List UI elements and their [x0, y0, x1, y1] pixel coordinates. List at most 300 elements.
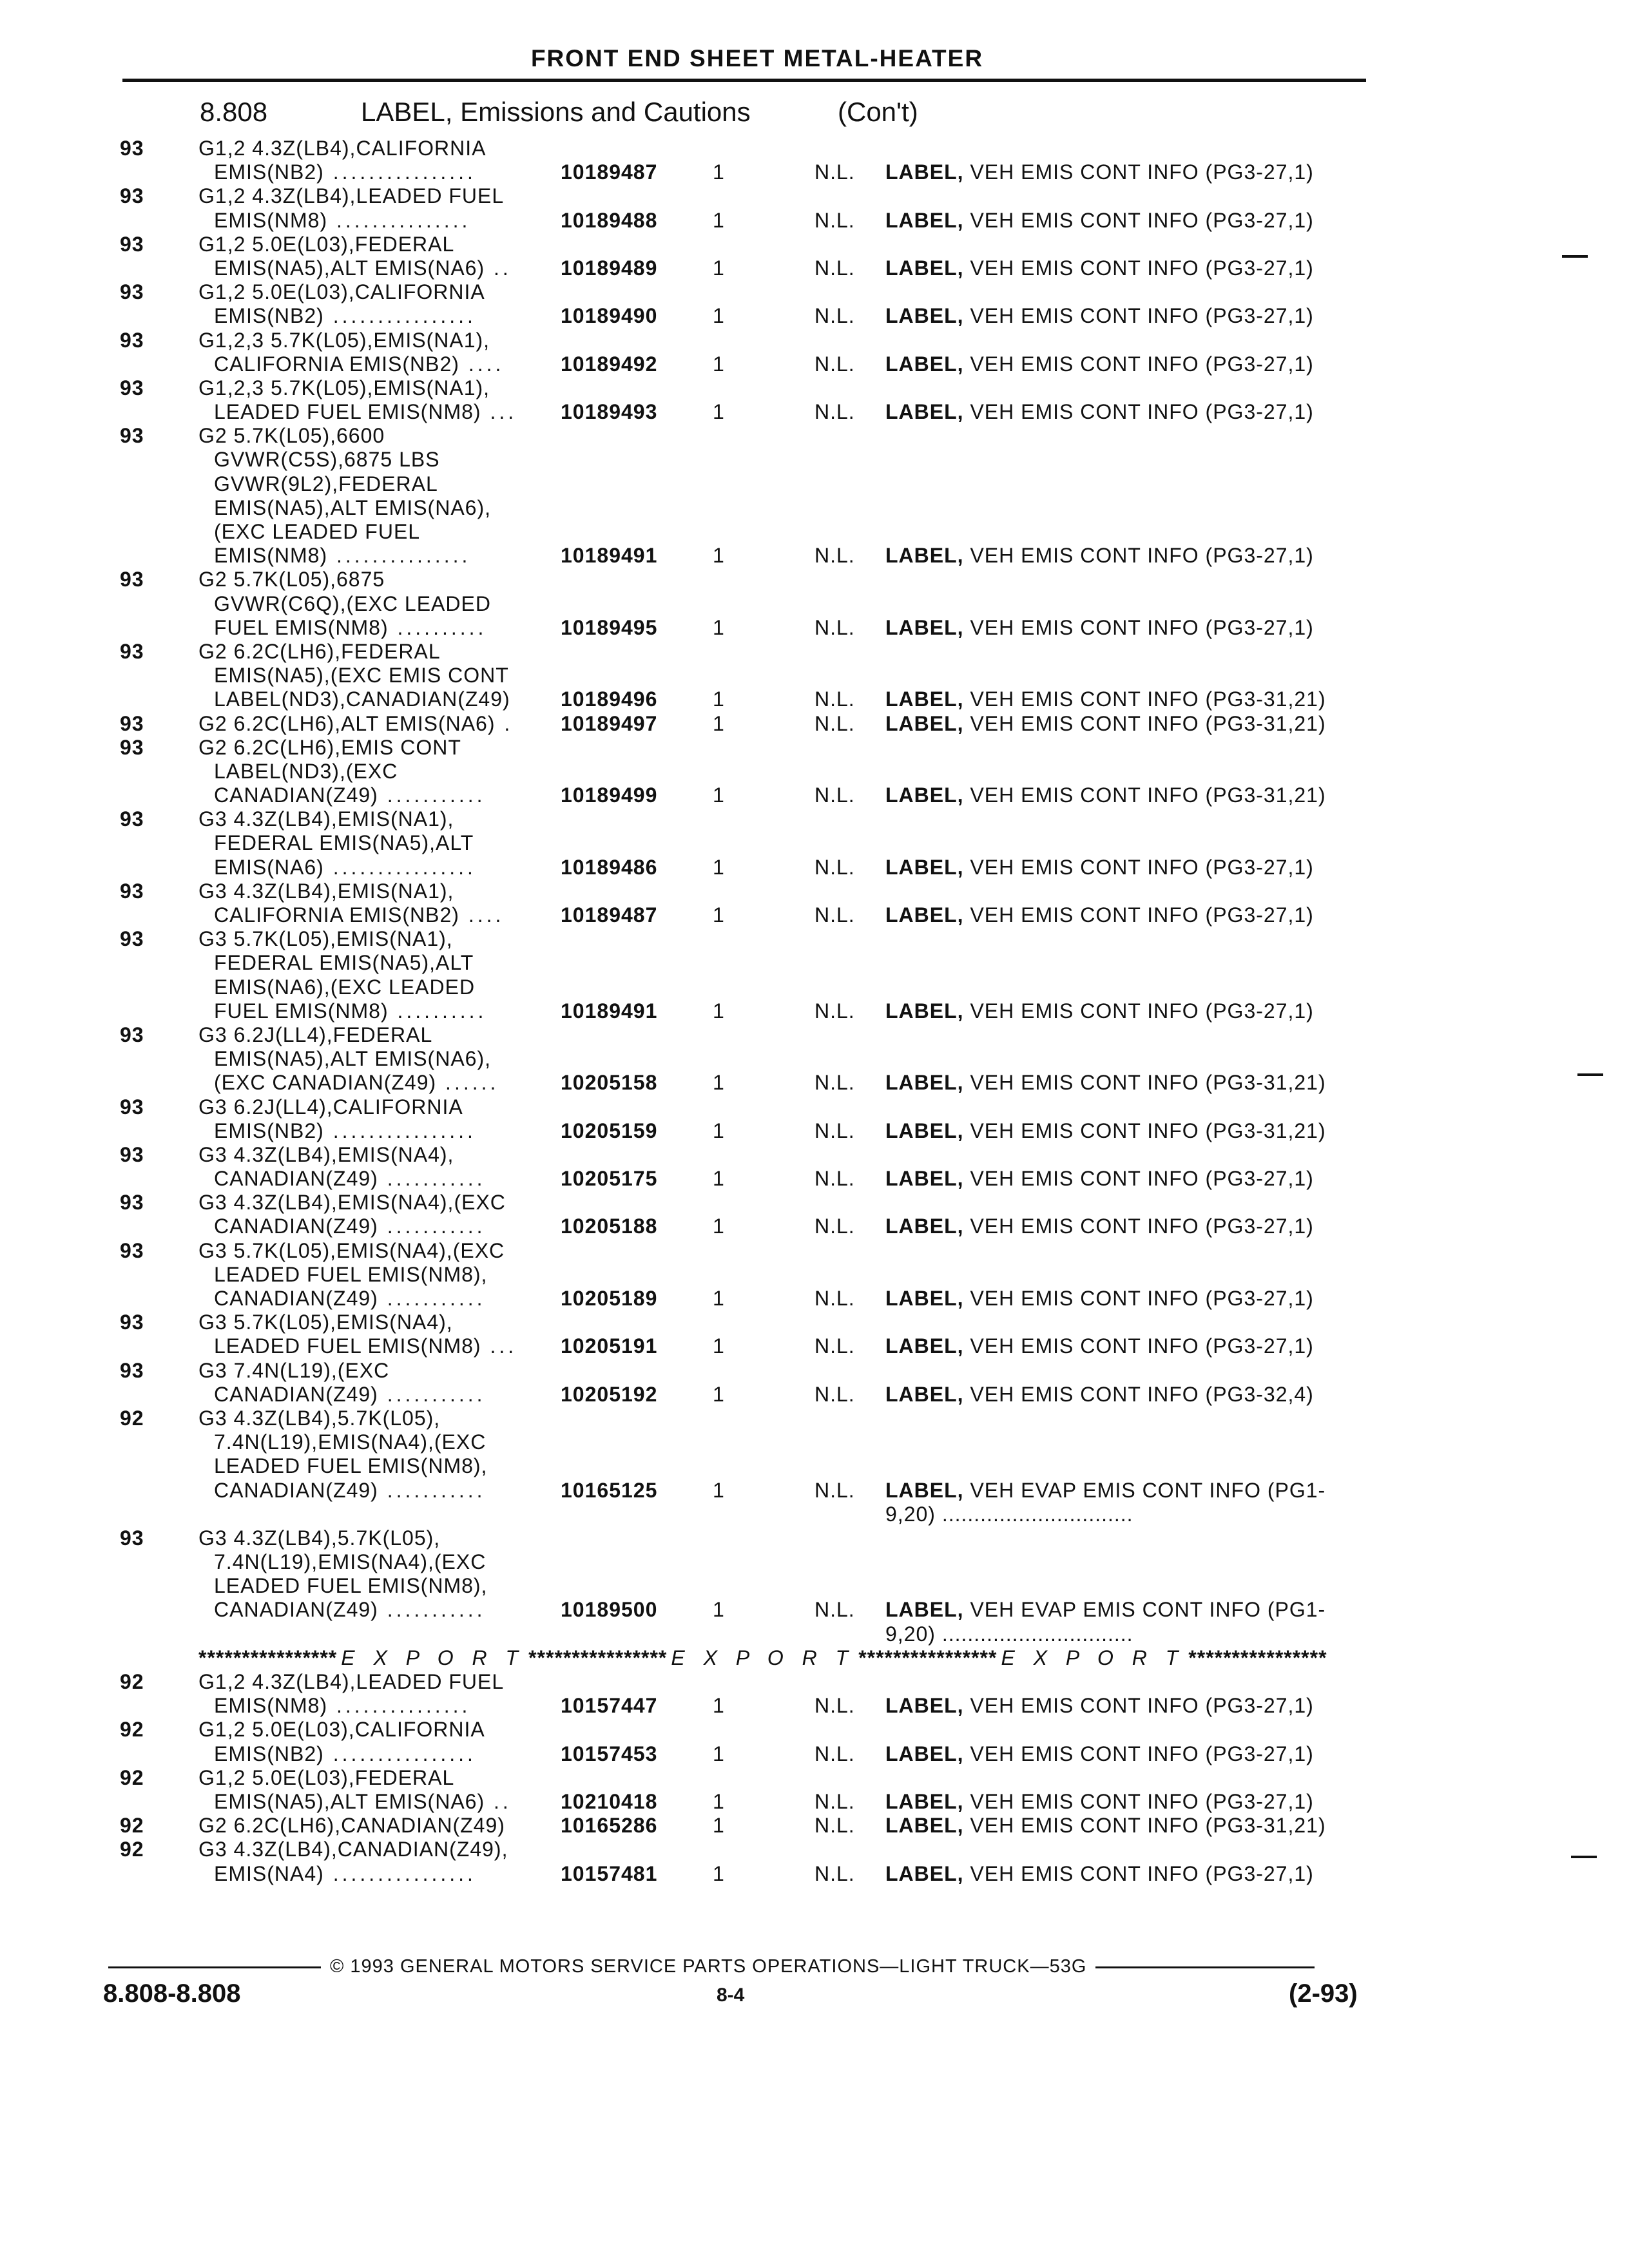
- table-row: [0, 1766, 1629, 1790]
- leader-dots: ..: [485, 256, 512, 280]
- description-text: FEDERAL EMIS(NA5),ALT: [214, 951, 474, 975]
- part-name-bold: LABEL,: [885, 1287, 964, 1310]
- leader-dots: ...........: [378, 1382, 486, 1406]
- part-name: [885, 1742, 1314, 1766]
- part-name-rest: VEH EMIS CONT INFO (PG3-27,1): [963, 544, 1314, 568]
- part-description: [214, 1071, 499, 1095]
- part-name-rest: VEH EMIS CONT INFO (PG3-31,21): [963, 687, 1326, 711]
- description-text: G2 6.2C(LH6),CANADIAN(Z49): [198, 1814, 505, 1838]
- table-row: [0, 1479, 1629, 1503]
- quantity: 1: [713, 687, 725, 711]
- table-row: [0, 496, 1629, 520]
- leader-dots: ...........: [378, 1167, 486, 1191]
- table-row: [0, 1790, 1629, 1814]
- model-year: 93: [120, 1238, 144, 1262]
- leader-dots: ...............: [327, 208, 471, 232]
- part-name-rest: 9,20) ..............................: [885, 1622, 1133, 1646]
- part-number: 10189499: [561, 783, 658, 807]
- description-text: 7.4N(L19),EMIS(NA4),(EXC: [214, 1550, 487, 1574]
- table-row: [0, 256, 1629, 280]
- table-row: [0, 376, 1629, 400]
- not-illustrated: N.L.: [815, 1742, 855, 1765]
- part-name-rest: VEH EMIS CONT INFO (PG3-27,1): [963, 160, 1314, 184]
- part-description: [198, 879, 454, 903]
- quantity: 1: [713, 1694, 725, 1718]
- description-text: FUEL EMIS(NM8): [214, 615, 389, 639]
- part-number: 10165125: [561, 1478, 658, 1502]
- description-text: GVWR(C5S),6875 LBS: [214, 448, 440, 472]
- table-row: [0, 760, 1629, 783]
- table-row: [0, 712, 1629, 736]
- table-row: [0, 616, 1629, 640]
- table-row: [0, 1023, 1629, 1047]
- model-year: 93: [120, 1191, 144, 1215]
- not-illustrated: N.L.: [815, 1382, 855, 1406]
- part-name-bold: LABEL,: [885, 1861, 964, 1885]
- table-row: [0, 304, 1629, 328]
- table-row: [0, 1670, 1629, 1694]
- description-text: G1,2 4.3Z(LB4),LEADED FUEL: [198, 1670, 505, 1693]
- table-row: [0, 1742, 1629, 1766]
- leader-dots: ..........: [388, 615, 487, 639]
- part-name: [885, 1287, 1314, 1311]
- description-text: G3 5.7K(L05),EMIS(NA4),(EXC: [198, 1238, 505, 1262]
- export-stars: ****************: [198, 1646, 338, 1669]
- part-description: [214, 1574, 487, 1598]
- part-number: 10165286: [561, 1814, 658, 1838]
- part-name: [885, 1479, 1325, 1503]
- part-name-bold: LABEL,: [885, 855, 964, 879]
- table-row: [0, 448, 1629, 472]
- model-year: 93: [120, 1095, 144, 1119]
- model-year: 92: [120, 1670, 144, 1693]
- table-row: [0, 903, 1629, 927]
- description-text: EMIS(NA5),ALT EMIS(NA6),: [214, 1047, 491, 1071]
- part-description: [214, 856, 476, 879]
- table-row: [0, 1574, 1629, 1598]
- part-name-rest: VEH EVAP EMIS CONT INFO (PG1-: [963, 1598, 1326, 1622]
- table-row: [0, 592, 1629, 616]
- part-number: 10205175: [561, 1167, 658, 1191]
- leader-dots: ...: [481, 400, 517, 424]
- description-text: G1,2 4.3Z(LB4),LEADED FUEL: [198, 184, 505, 208]
- table-row: [0, 233, 1629, 256]
- part-name-bold: LABEL,: [885, 783, 964, 807]
- table-row: [0, 1526, 1629, 1550]
- export-divider: [198, 1646, 1327, 1670]
- not-illustrated: N.L.: [815, 1287, 855, 1310]
- description-text: G1,2 5.0E(L03),FEDERAL: [198, 1765, 455, 1789]
- part-description: [214, 472, 438, 496]
- part-name: [885, 1814, 1326, 1838]
- description-text: G3 4.3Z(LB4),EMIS(NA1),: [198, 807, 454, 831]
- quantity: 1: [713, 1598, 725, 1622]
- description-text: EMIS(NA5),ALT EMIS(NA6),: [214, 495, 491, 519]
- part-name-bold: LABEL,: [885, 615, 964, 639]
- description-text: (EXC CANADIAN(Z49): [214, 1071, 437, 1095]
- description-text: LABEL(ND3),(EXC: [214, 759, 398, 783]
- part-name: [885, 544, 1314, 568]
- leader-dots: ................: [323, 855, 476, 879]
- model-year: 93: [120, 1142, 144, 1166]
- table-row: [0, 568, 1629, 591]
- part-name-rest: VEH EMIS CONT INFO (PG3-27,1): [963, 903, 1314, 927]
- part-description: [214, 496, 491, 520]
- table-row: [0, 1383, 1629, 1407]
- section-continued: (Con't): [838, 97, 918, 127]
- leader-dots: .: [495, 711, 514, 735]
- table-row: [0, 280, 1629, 304]
- model-year: 93: [120, 568, 144, 591]
- part-name: [885, 1862, 1314, 1886]
- table-row: [0, 424, 1629, 448]
- leader-dots: ................: [323, 304, 476, 328]
- description-text: EMIS(NA5),ALT EMIS(NA6): [214, 256, 485, 280]
- part-name: [885, 1694, 1314, 1718]
- description-text: EMIS(NB2): [214, 304, 324, 328]
- part-name: [885, 783, 1326, 807]
- description-text: FUEL EMIS(NM8): [214, 999, 389, 1023]
- part-number: 10157447: [561, 1694, 658, 1718]
- quantity: 1: [713, 544, 725, 568]
- table-row: [0, 1215, 1629, 1238]
- part-name: [885, 1383, 1314, 1407]
- model-year: 93: [120, 184, 144, 208]
- part-description: [198, 1814, 505, 1838]
- part-description: [214, 1454, 487, 1478]
- part-description: [214, 975, 475, 999]
- export-label: E X P O R T: [1001, 1646, 1185, 1669]
- table-row: [0, 1718, 1629, 1742]
- model-year: 93: [120, 711, 144, 735]
- part-number: 10189491: [561, 999, 658, 1023]
- description-text: G2 6.2C(LH6),EMIS CONT: [198, 735, 461, 759]
- part-number: 10189490: [561, 304, 658, 328]
- part-number: 10205189: [561, 1287, 658, 1310]
- part-description: [214, 951, 474, 975]
- part-name-rest: VEH EMIS CONT INFO (PG3-31,21): [963, 1071, 1326, 1095]
- description-text: G2 5.7K(L05),6600: [198, 424, 385, 448]
- part-description: [214, 1694, 470, 1718]
- part-name-rest: VEH EMIS CONT INFO (PG3-27,1): [963, 256, 1314, 280]
- footer-rule-left: [108, 1966, 321, 1968]
- description-text: G2 6.2C(LH6),FEDERAL: [198, 639, 441, 663]
- model-year: 92: [120, 1406, 144, 1430]
- part-description: [198, 1838, 508, 1861]
- part-description: [214, 520, 420, 544]
- part-name: [885, 856, 1314, 879]
- table-row: [0, 1334, 1629, 1358]
- part-name-bold: LABEL,: [885, 160, 964, 184]
- quantity: 1: [713, 903, 725, 927]
- leader-dots: ...............: [327, 544, 471, 568]
- not-illustrated: N.L.: [815, 903, 855, 927]
- part-number: 10189497: [561, 711, 658, 735]
- not-illustrated: N.L.: [815, 1598, 855, 1622]
- not-illustrated: N.L.: [815, 999, 855, 1023]
- table-row: [0, 951, 1629, 975]
- table-row: [0, 640, 1629, 664]
- quantity: 1: [713, 1287, 725, 1310]
- part-description: [214, 1119, 476, 1143]
- description-text: G3 4.3Z(LB4),EMIS(NA1),: [198, 879, 454, 903]
- description-text: EMIS(NA4): [214, 1861, 324, 1885]
- part-description: [198, 424, 385, 448]
- leader-dots: ...............: [327, 1694, 471, 1718]
- description-text: EMIS(NA6): [214, 855, 324, 879]
- not-illustrated: N.L.: [815, 1334, 855, 1358]
- footer-date: (2-93): [1289, 1979, 1358, 2008]
- quantity: 1: [713, 1119, 725, 1142]
- part-number: 10189496: [561, 687, 658, 711]
- part-name-bold: LABEL,: [885, 544, 964, 568]
- part-name-bold: LABEL,: [885, 1119, 964, 1142]
- leader-dots: ...........: [378, 1215, 486, 1238]
- table-row: [0, 1095, 1629, 1119]
- part-name-bold: LABEL,: [885, 1215, 964, 1238]
- quantity: 1: [713, 1167, 725, 1191]
- description-text: GVWR(9L2),FEDERAL: [214, 472, 438, 495]
- part-name-rest: VEH EMIS CONT INFO (PG3-31,21): [963, 1814, 1326, 1838]
- quantity: 1: [713, 256, 725, 280]
- quantity: 1: [713, 1814, 725, 1838]
- not-illustrated: N.L.: [815, 783, 855, 807]
- not-illustrated: N.L.: [815, 615, 855, 639]
- part-description: [198, 1670, 504, 1694]
- description-text: CANADIAN(Z49): [214, 1382, 378, 1406]
- margin-change-mark: [1562, 255, 1588, 258]
- table-row: [0, 1838, 1629, 1861]
- quantity: 1: [713, 304, 725, 328]
- not-illustrated: N.L.: [815, 1215, 855, 1238]
- part-name-rest: VEH EMIS CONT INFO (PG3-32,4): [963, 1382, 1314, 1406]
- part-name-rest: VEH EMIS CONT INFO (PG3-27,1): [963, 208, 1314, 232]
- leader-dots: ...: [481, 1334, 517, 1358]
- model-year: 93: [120, 927, 144, 951]
- description-text: CANADIAN(Z49): [214, 1598, 378, 1622]
- margin-change-mark: [1577, 1073, 1603, 1076]
- part-description: [214, 1742, 476, 1766]
- table-row: [0, 329, 1629, 352]
- part-name: [885, 1071, 1326, 1095]
- part-name: [885, 1334, 1314, 1358]
- model-year: 93: [120, 424, 144, 448]
- not-illustrated: N.L.: [815, 544, 855, 568]
- not-illustrated: N.L.: [815, 400, 855, 424]
- table-row: [0, 1287, 1629, 1311]
- quantity: 1: [713, 1789, 725, 1813]
- description-text: LEADED FUEL EMIS(NM8): [214, 400, 481, 424]
- table-row: [0, 1071, 1629, 1095]
- part-description: [198, 568, 385, 591]
- part-description: [214, 616, 487, 640]
- table-row: [0, 1167, 1629, 1191]
- part-name-rest: VEH EMIS CONT INFO (PG3-27,1): [963, 1334, 1314, 1358]
- part-name-bold: LABEL,: [885, 1382, 964, 1406]
- model-year: 92: [120, 1838, 144, 1861]
- description-text: EMIS(NA5),(EXC EMIS CONT: [214, 664, 509, 687]
- description-text: G3 7.4N(L19),(EXC: [198, 1358, 390, 1382]
- part-name-rest: VEH EMIS CONT INFO (PG3-31,21): [963, 783, 1326, 807]
- section-number: 8.808: [200, 97, 268, 127]
- part-name-rest: VEH EMIS CONT INFO (PG3-27,1): [963, 1789, 1314, 1813]
- leader-dots: ..: [485, 1789, 512, 1813]
- part-description: [214, 1550, 486, 1574]
- quantity: 1: [713, 1382, 725, 1406]
- part-description: [214, 1334, 517, 1358]
- part-number: 10189495: [561, 615, 658, 639]
- description-text: G3 6.2J(LL4),FEDERAL: [198, 1023, 433, 1046]
- part-description: [214, 400, 517, 424]
- part-name-rest: VEH EMIS CONT INFO (PG3-31,21): [963, 1119, 1326, 1142]
- table-row: [0, 1430, 1629, 1454]
- table-row: [0, 1191, 1629, 1215]
- part-description: [214, 256, 512, 280]
- part-number: 10205158: [561, 1071, 658, 1095]
- section-heading: [200, 97, 918, 128]
- table-row: [0, 831, 1629, 855]
- table-row: [0, 137, 1629, 160]
- not-illustrated: N.L.: [815, 1119, 855, 1142]
- description-text: CALIFORNIA EMIS(NB2): [214, 903, 459, 927]
- table-row: [0, 687, 1629, 711]
- part-description: [214, 1287, 486, 1311]
- part-name: [885, 304, 1314, 328]
- leader-dots: ...........: [378, 783, 486, 807]
- part-name-bold: LABEL,: [885, 352, 964, 376]
- part-description: [214, 687, 510, 711]
- quantity: 1: [713, 615, 725, 639]
- description-text: G3 4.3Z(LB4),5.7K(L05),: [198, 1406, 441, 1430]
- model-year: 93: [120, 639, 144, 663]
- table-row: [0, 1646, 1629, 1670]
- part-number: 10205159: [561, 1119, 658, 1142]
- part-description: [198, 1095, 463, 1119]
- part-name: [885, 1790, 1314, 1814]
- quantity: 1: [713, 711, 725, 735]
- part-name-rest: VEH EMIS CONT INFO (PG3-27,1): [963, 352, 1314, 376]
- part-description: [198, 1311, 453, 1334]
- not-illustrated: N.L.: [815, 1861, 855, 1885]
- footer-copyright-line: [108, 1956, 1358, 1977]
- footer-copyright: © 1993 GENERAL MOTORS SERVICE PARTS OPERATIONS—LIGHT TRUCK—53G: [330, 1956, 1087, 1977]
- part-name-bold: LABEL,: [885, 687, 964, 711]
- model-year: 93: [120, 232, 144, 256]
- not-illustrated: N.L.: [815, 352, 855, 376]
- table-row: [0, 1359, 1629, 1383]
- part-name: [885, 1503, 1133, 1526]
- description-text: CANADIAN(Z49): [214, 783, 378, 807]
- part-name-rest: VEH EMIS CONT INFO (PG3-27,1): [963, 855, 1314, 879]
- quantity: 1: [713, 400, 725, 424]
- table-row: [0, 209, 1629, 233]
- footer-rule-right: [1095, 1966, 1315, 1968]
- part-name-rest: VEH EVAP EMIS CONT INFO (PG1-: [963, 1478, 1326, 1502]
- part-number: 10189487: [561, 160, 658, 184]
- part-description: [214, 903, 504, 927]
- table-row: [0, 1311, 1629, 1334]
- part-number: 10189486: [561, 855, 658, 879]
- part-description: [214, 160, 476, 184]
- table-row: [0, 544, 1629, 568]
- quantity: 1: [713, 783, 725, 807]
- part-number: 10189487: [561, 903, 658, 927]
- export-label: E X P O R T: [671, 1646, 855, 1669]
- description-text: G1,2 5.0E(L03),CALIFORNIA: [198, 280, 485, 304]
- part-name: [885, 903, 1314, 927]
- description-text: LEADED FUEL EMIS(NM8): [214, 1334, 481, 1358]
- model-year: 92: [120, 1718, 144, 1742]
- table-row: [0, 664, 1629, 687]
- part-description: [214, 1383, 486, 1407]
- quantity: 1: [713, 1861, 725, 1885]
- part-name-bold: LABEL,: [885, 1789, 964, 1813]
- part-description: [214, 209, 470, 233]
- part-name-bold: LABEL,: [885, 400, 964, 424]
- model-year: 93: [120, 735, 144, 759]
- description-text: EMIS(NB2): [214, 1119, 324, 1142]
- part-description: [198, 1718, 485, 1742]
- description-text: G3 4.3Z(LB4),CANADIAN(Z49),: [198, 1838, 508, 1861]
- description-text: G1,2,3 5.7K(L05),EMIS(NA1),: [198, 376, 490, 399]
- description-text: EMIS(NM8): [214, 544, 328, 568]
- quantity: 1: [713, 1071, 725, 1095]
- part-name: [885, 616, 1314, 640]
- part-number: 10205191: [561, 1334, 658, 1358]
- model-year: 93: [120, 879, 144, 903]
- part-name: [885, 160, 1314, 184]
- part-description: [198, 233, 454, 256]
- part-number: 10210418: [561, 1789, 658, 1813]
- description-text: EMIS(NB2): [214, 160, 324, 184]
- part-name-bold: LABEL,: [885, 903, 964, 927]
- part-description: [214, 1598, 486, 1622]
- table-row: [0, 999, 1629, 1023]
- page-header: [122, 45, 1366, 82]
- table-row: [0, 783, 1629, 807]
- part-description: [214, 1790, 512, 1814]
- table-row: [0, 856, 1629, 879]
- part-number: 10189491: [561, 544, 658, 568]
- part-description: [198, 1239, 505, 1263]
- part-name: [885, 1215, 1314, 1238]
- not-illustrated: N.L.: [815, 1694, 855, 1718]
- leader-dots: ................: [323, 1119, 476, 1142]
- part-description: [198, 640, 441, 664]
- not-illustrated: N.L.: [815, 1478, 855, 1502]
- description-text: CANADIAN(Z49): [214, 1287, 378, 1310]
- part-name: [885, 1167, 1314, 1191]
- model-year: 92: [120, 1814, 144, 1838]
- model-year: 92: [120, 1765, 144, 1789]
- part-description: [214, 1047, 491, 1071]
- part-description: [214, 831, 474, 855]
- part-number: 10189489: [561, 256, 658, 280]
- table-row: [0, 352, 1629, 376]
- description-text: CANADIAN(Z49): [214, 1215, 378, 1238]
- part-description: [214, 592, 491, 616]
- part-name-bold: LABEL,: [885, 208, 964, 232]
- description-text: EMIS(NM8): [214, 208, 328, 232]
- part-description: [214, 1215, 486, 1238]
- leader-dots: ...........: [378, 1287, 486, 1310]
- part-description: [198, 1023, 432, 1047]
- part-name-bold: LABEL,: [885, 1742, 964, 1765]
- part-description: [198, 1191, 506, 1215]
- leader-dots: ...........: [378, 1478, 486, 1502]
- model-year: 93: [120, 1526, 144, 1550]
- description-text: G3 5.7K(L05),EMIS(NA4),: [198, 1311, 453, 1334]
